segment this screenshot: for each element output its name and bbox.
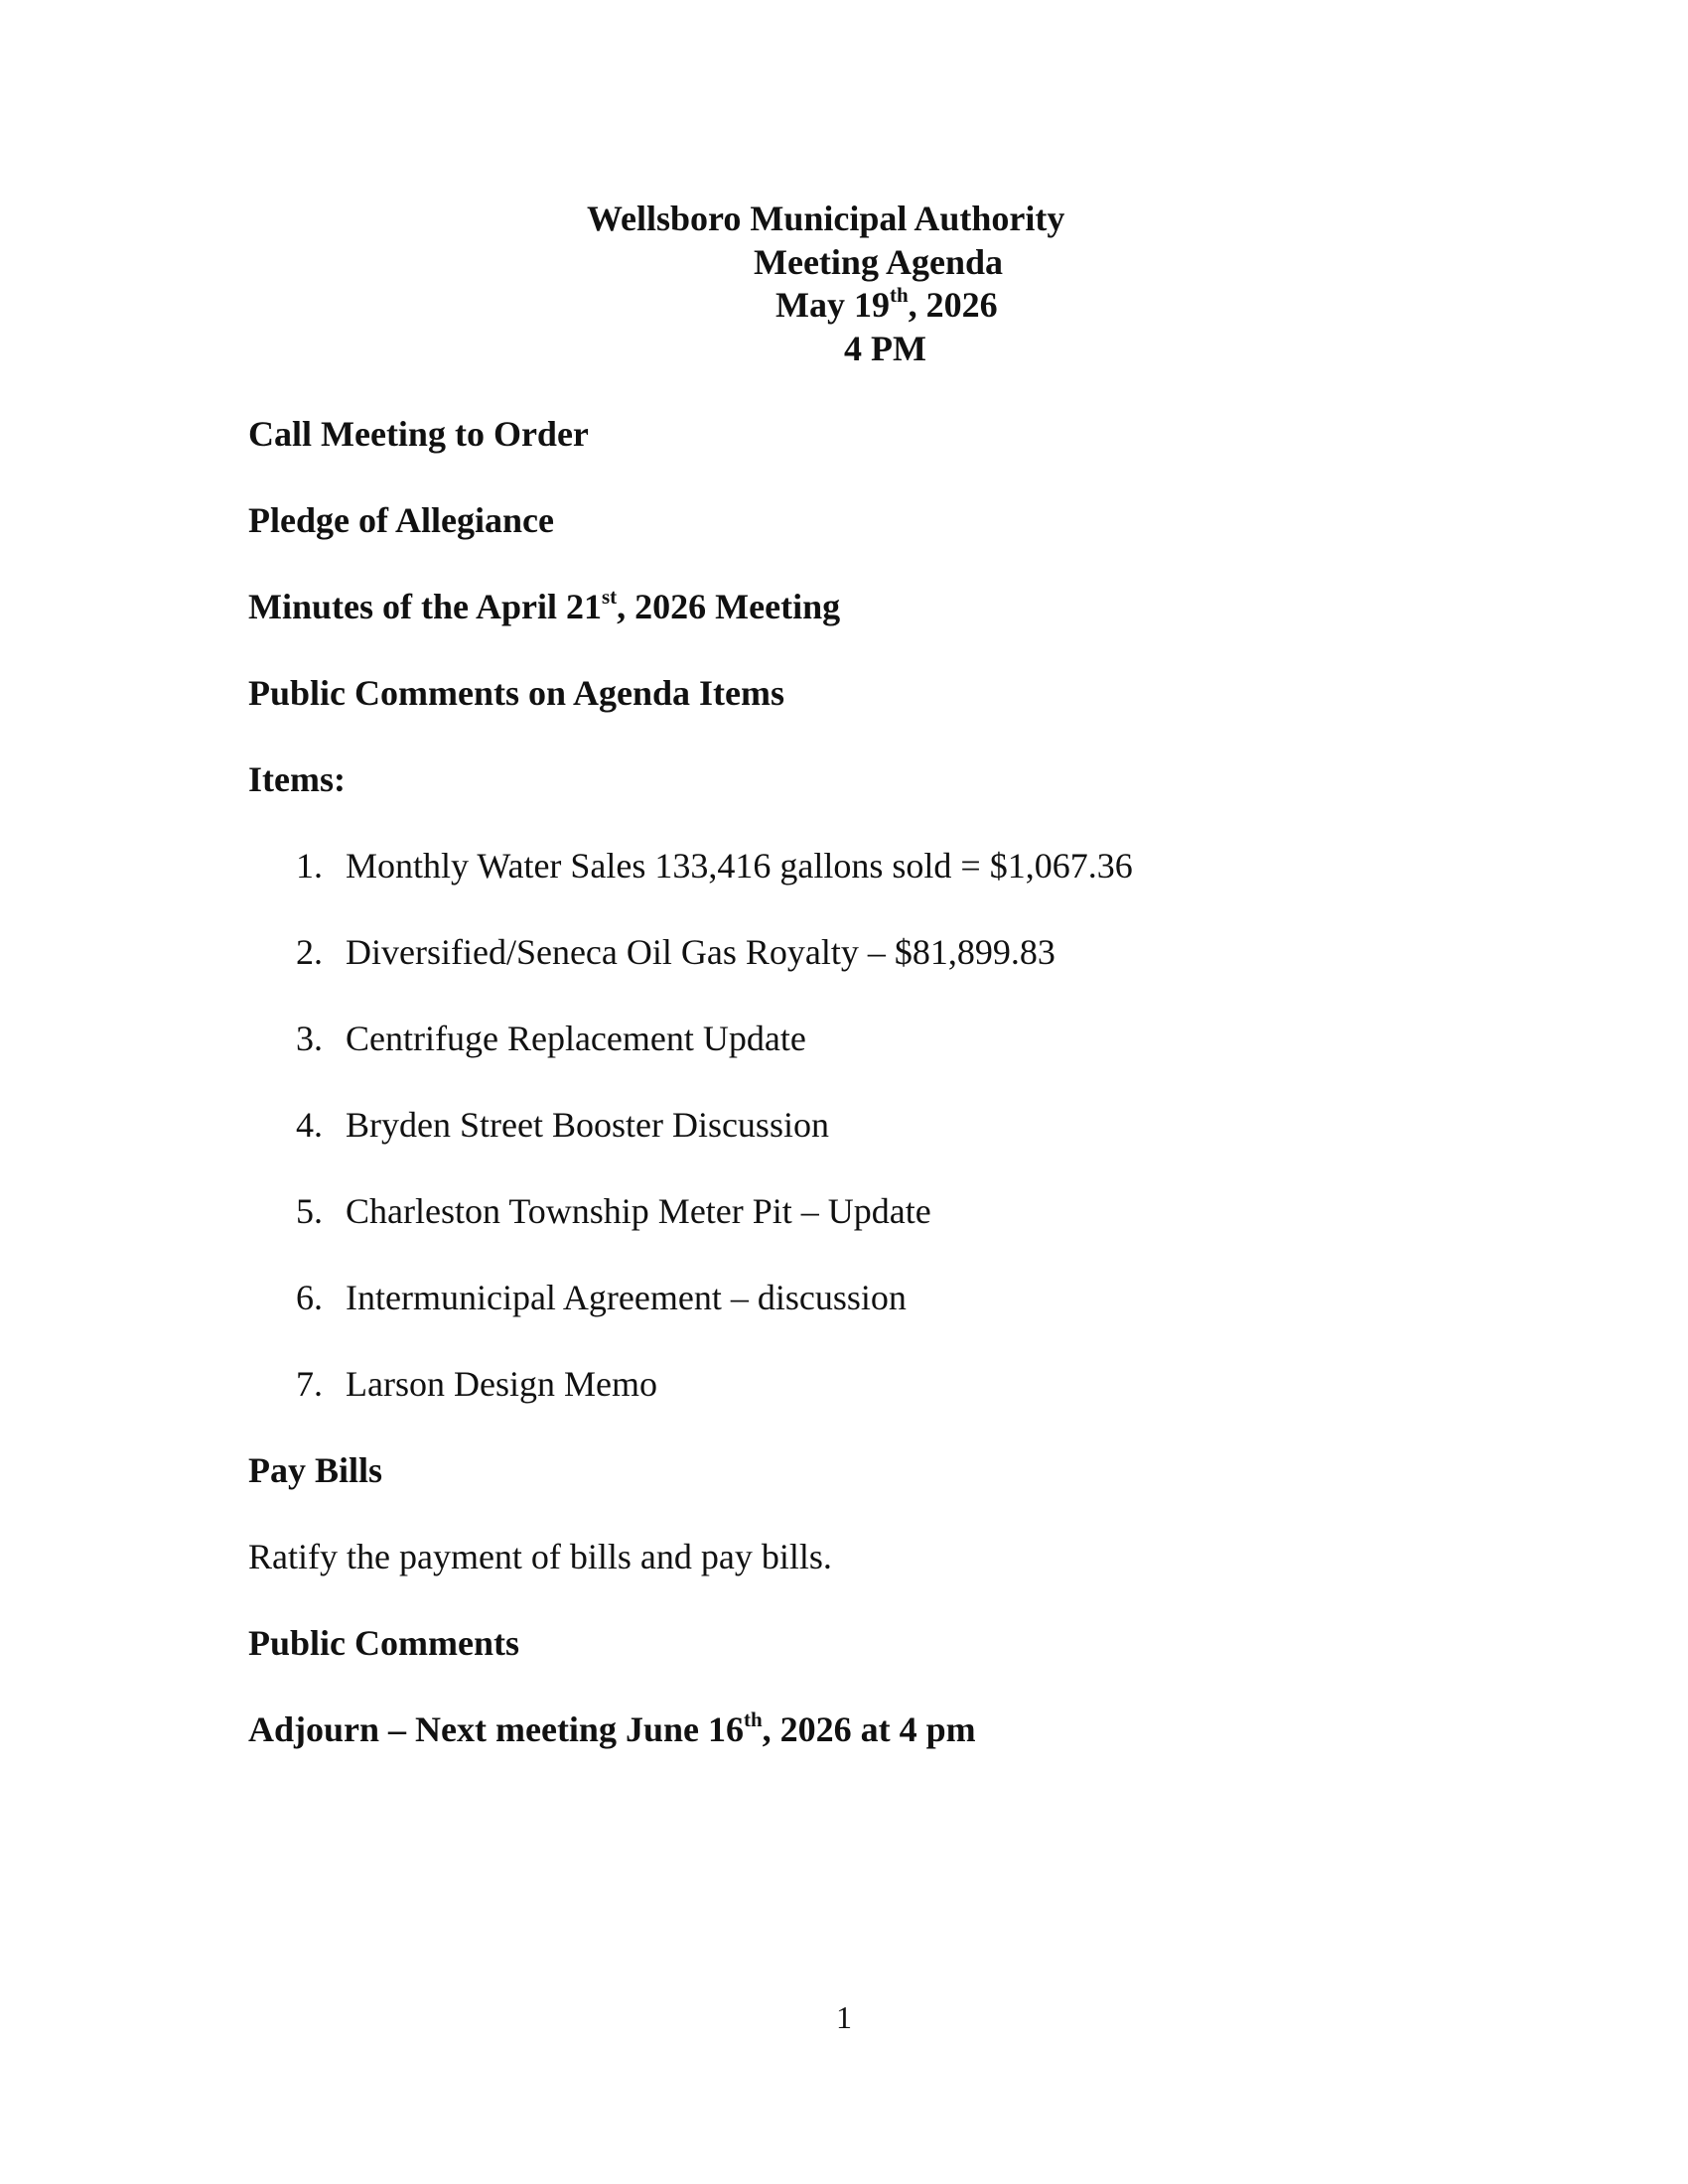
meeting-date-year: , 2026: [908, 285, 998, 325]
agenda-item-number: 3.: [296, 1019, 323, 1058]
agenda-item: [296, 930, 1055, 974]
section-public-comments-agenda: Public Comments on Agenda Items: [248, 673, 785, 713]
agenda-item-text: Diversified/Seneca Oil Gas Royalty – $81,899.83: [346, 932, 1055, 972]
document-title: Meeting Agenda: [754, 242, 1003, 282]
agenda-item: [296, 1189, 931, 1233]
adjourn-main: Adjourn – Next meeting June 16: [248, 1709, 744, 1749]
adjourn-rest: , 2026 at 4 pm: [762, 1709, 976, 1749]
agenda-item-text: Charleston Township Meter Pit – Update: [346, 1191, 931, 1231]
meeting-date-ordinal: th: [889, 283, 909, 307]
section-call-to-order: Call Meeting to Order: [248, 414, 589, 454]
minutes-main: Minutes of the April 21: [248, 587, 602, 626]
agenda-item-text: Monthly Water Sales 133,416 gallons sold = $1,067.36: [346, 846, 1133, 886]
agenda-item-text: Larson Design Memo: [346, 1364, 657, 1404]
agenda-item-text: Intermunicipal Agreement – discussion: [346, 1278, 907, 1317]
section-pledge: Pledge of Allegiance: [248, 500, 554, 540]
agenda-item-text: Centrifuge Replacement Update: [346, 1019, 806, 1058]
page-number: 1: [836, 1999, 852, 2035]
meeting-time: 4 PM: [844, 329, 926, 368]
agenda-item: [296, 1017, 806, 1060]
agenda-item-number: 2.: [296, 932, 323, 972]
agenda-item-number: 1.: [296, 846, 323, 886]
minutes-rest: , 2026 Meeting: [617, 587, 841, 626]
agenda-item: [296, 844, 1133, 887]
agenda-item-text: Bryden Street Booster Discussion: [346, 1105, 829, 1145]
agenda-item: [296, 1103, 829, 1147]
section-adjourn: [248, 1707, 976, 1751]
section-minutes: [248, 585, 840, 628]
pay-bills-text: Ratify the payment of bills and pay bills.: [248, 1537, 832, 1576]
meeting-date: [775, 283, 998, 327]
agenda-item: [296, 1362, 657, 1406]
agenda-item-number: 5.: [296, 1191, 323, 1231]
section-public-comments: Public Comments: [248, 1623, 519, 1663]
section-items-heading: Items:: [248, 759, 346, 799]
agenda-item-number: 7.: [296, 1364, 323, 1404]
meeting-date-main: May 19: [775, 285, 890, 325]
section-pay-bills: Pay Bills: [248, 1450, 383, 1490]
organization-name: Wellsboro Municipal Authority: [587, 199, 1065, 238]
adjourn-ordinal: th: [743, 1707, 763, 1731]
agenda-item-number: 6.: [296, 1278, 323, 1317]
minutes-ordinal: st: [602, 585, 618, 609]
agenda-item-number: 4.: [296, 1105, 323, 1145]
agenda-item: [296, 1276, 907, 1319]
